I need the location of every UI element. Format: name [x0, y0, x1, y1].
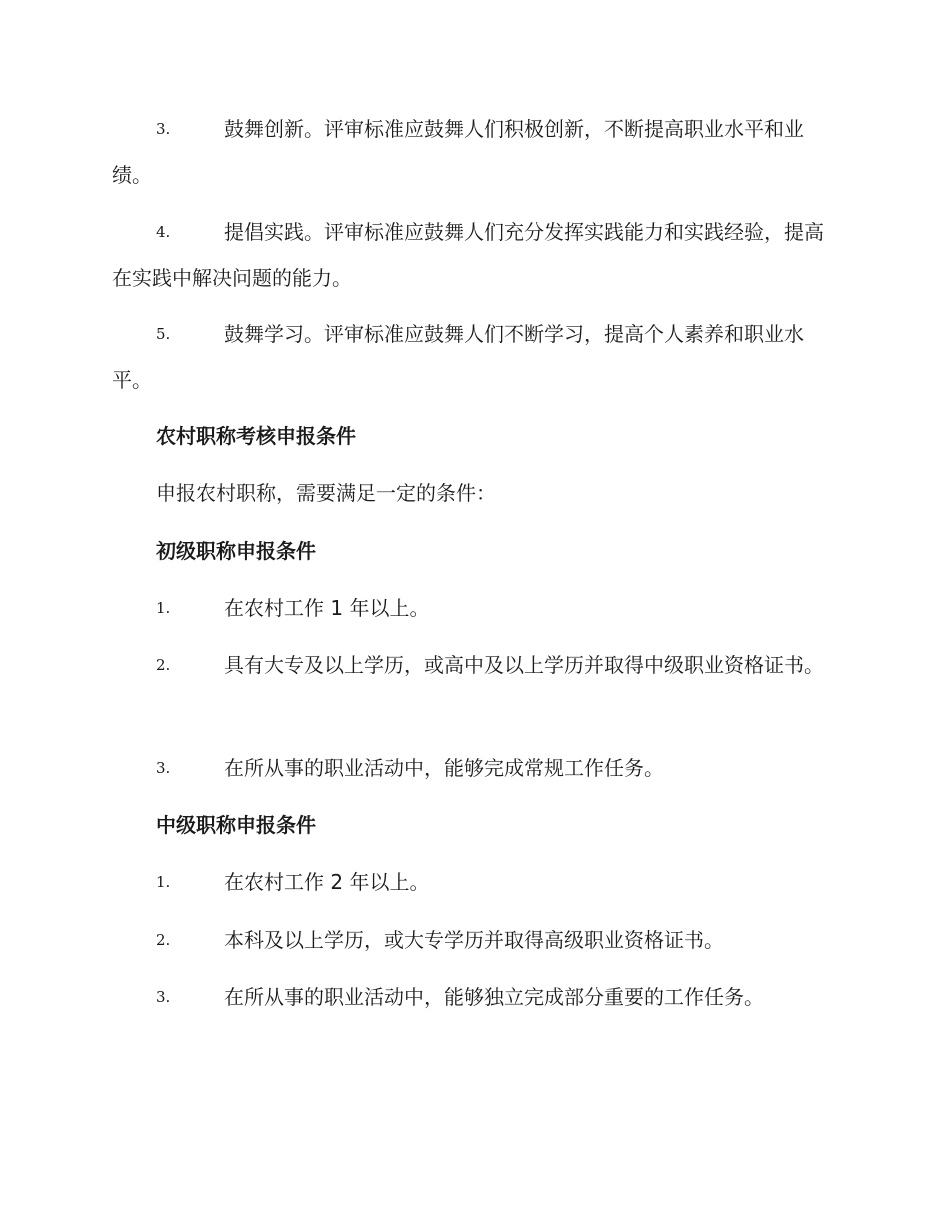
list-item-text: 提倡实践。评审标准应鼓舞人们充分发挥实践能力和实践经验，提高在实践中解决问题的能力。 [112, 220, 824, 290]
list-item [112, 585, 834, 631]
list-item-text: 本科及以上学历，或大专学历并取得高级职业资格证书。 [224, 928, 724, 952]
list-item [112, 311, 834, 403]
list-item [112, 974, 834, 1020]
list-item-number: 2. [156, 931, 171, 949]
list-item [112, 209, 834, 301]
list-item-number: 3. [156, 988, 171, 1006]
list-item [112, 745, 834, 791]
list-item-text: 鼓舞学习。评审标准应鼓舞人们不断学习，提高个人素养和职业水平。 [112, 322, 804, 392]
list-item-number: 1. [156, 873, 171, 891]
list-item [112, 917, 834, 963]
list-item-text: 在农村工作 1 年以上。 [224, 596, 430, 620]
list-item [112, 859, 834, 905]
list-item-text: 鼓舞创新。评审标准应鼓舞人们积极创新，不断提高职业水平和业绩。 [112, 117, 804, 187]
intro-paragraph: 申报农村职称，需要满足一定的条件： [156, 481, 496, 505]
list-item-text: 在农村工作 2 年以上。 [224, 870, 430, 894]
list-item [112, 642, 834, 688]
list-item-number: 3. [156, 759, 171, 777]
list-item-text: 具有大专及以上学历，或高中及以上学历并取得中级职业资格证书。 [224, 653, 824, 677]
list-item-number: 2. [156, 656, 171, 674]
section-heading: 农村职称考核申报条件 [156, 424, 356, 448]
list-item-text: 在所从事的职业活动中，能够独立完成部分重要的工作任务。 [224, 985, 764, 1009]
section-heading: 初级职称申报条件 [156, 539, 316, 563]
list-item-text: 在所从事的职业活动中，能够完成常规工作任务。 [224, 756, 664, 780]
list-item-number: 3. [156, 120, 171, 138]
list-item [112, 106, 834, 198]
section-heading: 中级职称申报条件 [156, 813, 316, 837]
list-item-number: 1. [156, 599, 171, 617]
list-item-number: 5. [156, 325, 171, 343]
list-item-number: 4. [156, 223, 171, 241]
